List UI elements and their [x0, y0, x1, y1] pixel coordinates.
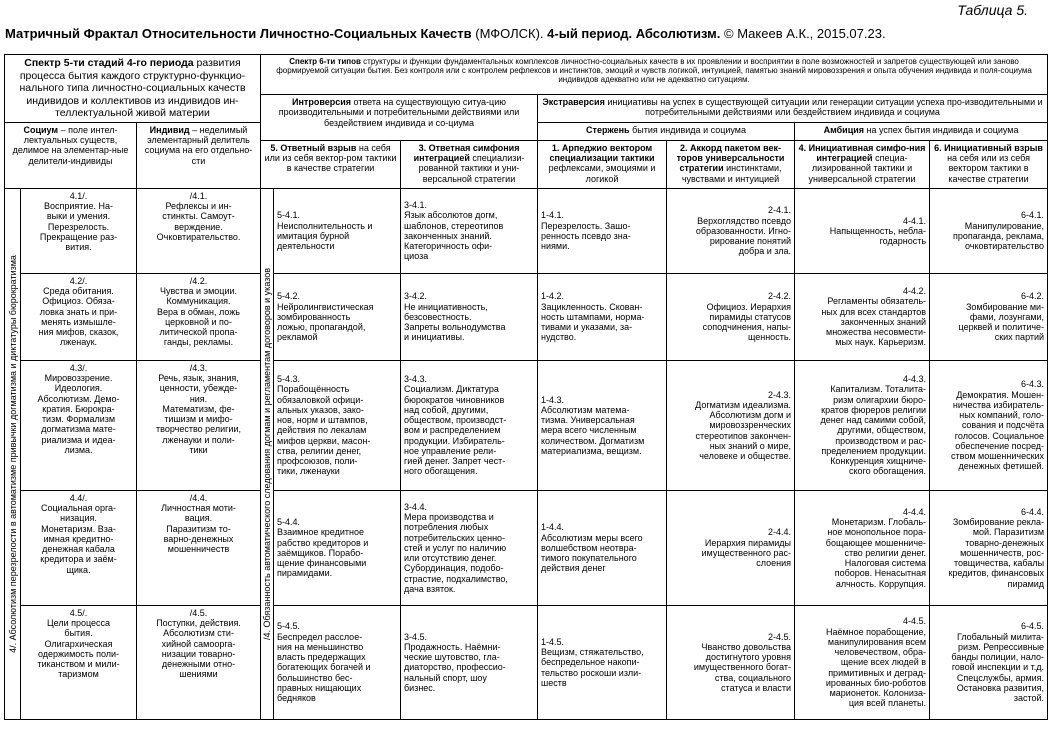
- header-col6-text: на себя или из себя вектором тактики в качестве стратегии: [947, 153, 1030, 184]
- header-col1-bold: 1. Арпеджио вектором специализации тактики: [549, 142, 655, 164]
- side-label-left-text: 4/. Абсолютизм перезрелости в автоматизме привычки догматизма и диктатуры бюрократизма: [7, 255, 18, 653]
- cell-col3: 3-4.4. Мера производства и потребления любых потребительских ценно- стей и услуг по наличию или отсутствию денег. Субординация, подобо- страстие, подхалимство, дача взяток.: [401, 490, 538, 605]
- header-individ: [137, 122, 261, 188]
- table-label: Таблица 5.: [957, 2, 1028, 18]
- table-row: [5, 188, 1048, 273]
- cell-col1: 1-4.5. Вещизм, стяжательство, беспредельное накопи- тельство роскоши изли- шеств: [538, 605, 667, 719]
- header-col5-bold: 5. Ответный взрыв: [270, 142, 357, 153]
- cell-col3: 3-4.2. Не инициативность, безсовестность. Запреты вольнодумства и инициативы.: [401, 273, 538, 360]
- cell-col4: 4-4.3. Капитализм. Тоталита- ризм олигархии бюро- кратов фюреров религии денег над самими собой, другими, обществом, производством и рас- пределением продукции. Конкуренция хищниче- ского обогащения.: [795, 360, 930, 490]
- cell-socium: 4.3/. Мировоззрение. Идеология. Абсолютизм. Демо- кратия. Бюрокра- тизм. Формализм догматизма мате- риализма и идеа- лизма.: [21, 360, 137, 490]
- header-col3: [401, 140, 538, 188]
- table-row: [5, 273, 1048, 360]
- cell-col2: 2-4.1. Верхоглядство псевдо образованности. Игно- рирование понятий добра и зла.: [667, 188, 795, 273]
- title-normal-part2: © Макеев А.К., 2015.07.23.: [720, 26, 886, 41]
- header-sterzhen: [538, 122, 795, 140]
- header-socium-bold: Социум: [23, 124, 59, 135]
- cell-col1: 1-4.1. Перезрелость. Зашо- ренность псевдо зна- ниями.: [538, 188, 667, 273]
- matrix-table: [4, 54, 1048, 720]
- header-socium: [5, 122, 137, 188]
- header-col2-text: инстинктами, чувствами и интуицией: [681, 163, 782, 184]
- cell-col6: 6-4.4. Зомбирование рекла- мой. Паразитизм товарно-денежных мошенничеств, рос- товщичества, кабалы кредитов, финансовых пирамид: [930, 490, 1048, 605]
- cell-col4: 4-4.1. Напыщенность, небла- годарность: [795, 188, 930, 273]
- header-col5-text: на себя или из себя вектор-ром тактики в качестве стратегии: [264, 142, 397, 174]
- header-col1: [538, 140, 667, 188]
- cell-socium: 4.1/. Восприятие. На- выки и умения. Перезрелость. Прекращение раз- вития.: [21, 188, 137, 273]
- table-row: [5, 605, 1048, 719]
- header-sterzhen-text: бытия индивида и социума: [629, 124, 746, 135]
- cell-col5: 5-4.1. Неисполнительность и имитация бурной деятельности: [274, 188, 401, 273]
- side-label-left: [5, 188, 21, 719]
- cell-col6: 6-4.2. Зомбирование ми- фами, лозунгами, церквей и политиче- ских партий: [930, 273, 1048, 360]
- cell-socium: 4.2/. Среда обитания. Официоз. Обяза- ловка знать и при- менять измышле- ния мифов, сказок, лженаук.: [21, 273, 137, 360]
- header-individ-bold: Индивид: [149, 124, 190, 135]
- header-sterzhen-bold: Стержень: [586, 124, 630, 135]
- header-socium-text: – поле интел-лектуальных существ, делимое на элементар-ные делители-индивиды: [12, 124, 129, 166]
- page-title: [5, 26, 1050, 41]
- side-label-mid: [261, 188, 274, 719]
- header-introversion-bold: Интроверсия: [292, 97, 352, 107]
- title-bold-part1: Матричный Фрактал Относительности Личностно-Социальных Качеств: [5, 26, 472, 41]
- cell-socium: 4.5/. Цели процесса бытия. Олигархическая одержимость поли- тиканством и мили- таризмом: [21, 605, 137, 719]
- cell-individ: /4.4. Личностная моти- вация. Паразитизм то- варно-денежных мошенничеств: [137, 490, 261, 605]
- header-col4-text: специа-лизированной тактики и универсальной стратегии: [808, 153, 916, 184]
- header-extraversion-bold: Экстраверсия: [542, 97, 605, 107]
- cell-col4: 4-4.5. Наёмное порабощение, манипулирования всем человечеством, обра- щение всех людей в примитивных и деград- ированных био-роботов марионеток. Колониза- ция всей планеты.: [795, 605, 930, 719]
- header-col3-text: специализи-рованной тактики и уни-версальной стратегии: [418, 153, 525, 184]
- header-ambition: [795, 122, 1048, 140]
- cell-individ: /4.5. Поступки, действия. Абсолютизм сти- хийной самоорга- низации товарно- денежными отно- шениями: [137, 605, 261, 719]
- cell-col5: 5-4.4. Взаимное кредитное рабство кредиторов и заёмщиков. Порабо- щение финансовыми пирамидами.: [274, 490, 401, 605]
- cell-col2: 2-4.4. Иерархия пирамиды имущественного рас- слоения: [667, 490, 795, 605]
- side-label-mid-text: /4. Обязанность автоматического следования догмам и регламентам договоров и указов: [261, 267, 272, 641]
- table-row: [5, 490, 1048, 605]
- header-col4: [795, 140, 930, 188]
- cell-col6: 6-4.3. Демократия. Мошен- ничества избиратель- ных компаний, голо- сования и подсчёта голосов. Социальное обеспечение посред- ством мошеннических денежных фетишей.: [930, 360, 1048, 490]
- header-extraversion-text: инициативы на успех в существующей ситуации или генерации ситуации успеха про-изводительными и потребительными действиями или бездействием индивида и социума: [604, 97, 1043, 118]
- header-col3-bold: 3. Ответная симфония интеграцией: [413, 142, 520, 164]
- header-introversion-text: ответа на существующую ситуа-цию производительными и потребительными действиями или бездействием индивида и со-циума: [278, 97, 520, 128]
- cell-col4: 4-4.2. Регламенты обязатель- ных для всех стандартов законченных знаний множества несовмести- мых наук. Карьеризм.: [795, 273, 930, 360]
- header-col2: [667, 140, 795, 188]
- header-extraversion: [538, 95, 1048, 123]
- header-individ-text: – неделимый элементарный делитель социума на его отдельно-сти: [144, 124, 253, 166]
- title-normal-part1: (МФОЛСК).: [471, 26, 548, 41]
- title-bold-part2: 4-ый период. Абсолютизм.: [547, 26, 721, 41]
- cell-col5: 5-4.5. Беспредел расслое- ния на меньшинство власть предержащих богатеющих богачей и большинство бес- правных нищающих бедняков: [274, 605, 401, 719]
- header-spectrum-5-text: развития процесса бытия каждого структурно-функцио-нального типа личностно-социальных качеств индивидов и коллективов из индивидов ин-теллектуальной живой материи: [19, 57, 246, 120]
- cell-col6: 6-4.1. Манипулирование, пропаганда, реклама, очковтирательство: [930, 188, 1048, 273]
- cell-col5: 5-4.2. Нейролингвистическая зомбированность ложью, пропагандой, рекламой: [274, 273, 401, 360]
- header-spectrum-6-bold: Спектр 6-ти типов: [289, 57, 361, 66]
- header-col2-bold: 2. Аккорд пакетом век-торов универсальности стратегии: [676, 142, 785, 174]
- cell-col4: 4-4.4. Монетаризм. Глобаль- ное монопольное пора- бощающее мошенниче- ство религии денег. Налоговая система поборов. Ненасытная алчность. Коррупция.: [795, 490, 930, 605]
- header-col6: [930, 140, 1048, 188]
- header-col4-bold: 4. Инициативная симфо-ния интеграцией: [798, 142, 926, 164]
- cell-col3: 3-4.3. Социализм. Диктатура бюрократов чиновников над собой, другими, обществом, производст- вом и распределением продукции. Избиратель- ное управление рели- гией денег. Запрет чест- ного обогащения.: [401, 360, 538, 490]
- cell-col1: 1-4.3. Абсолютизм матема- тизма. Универсальная мера всего численным количеством. Догматизм материализма, вещизм.: [538, 360, 667, 490]
- header-col6-bold: 6. Инициативный взрыв: [934, 142, 1043, 153]
- header-col1-text: рефлексами, эмоциями и логикой: [548, 163, 656, 184]
- table-row: [5, 360, 1048, 490]
- header-spectrum-5-bold: Спектр 5-ти стадий 4-го периода: [24, 57, 194, 69]
- cell-col2: 2-4.2. Официоз. Иерархия пирамиды статусов соподчинения, напы- щенность.: [667, 273, 795, 360]
- header-ambition-text: на успех бытия индивида и социума: [864, 124, 1019, 135]
- header-spectrum-6-types: [261, 55, 1048, 95]
- header-introversion: [261, 95, 538, 141]
- header-ambition-bold: Амбиция: [823, 124, 865, 135]
- cell-individ: /4.3. Речь, язык, знания, ценности, убежде- ния. Математизм, фе- тишизм и мифо- творчество религии, лженауки и поли- тики: [137, 360, 261, 490]
- cell-socium: 4.4/. Социальная орга- низация. Монетаризм. Вза- имная кредитно- денежная кабала кредитора и заём- щика.: [21, 490, 137, 605]
- cell-col1: 1-4.2. Зацикленность. Скован- ность штампами, норма- тивами и указами, за- нудство.: [538, 273, 667, 360]
- cell-col5: 5-4.3. Порабощённость обязаловкой офици- альных указов, зако- нов, норм и штампов, действия по лекалам мифов церкви, масон- ства, религии денег, профсоюзов, поли- тики, лженауки: [274, 360, 401, 490]
- cell-col3: 3-4.5. Продажность. Наёмни- ческие шутовство, гла- диаторство, профессио- нальный спорт, шоу бизнес.: [401, 605, 538, 719]
- cell-col2: 2-4.3. Догматизм идеализма. Абсолютизм догм и мировоззренческих стереотипов закончен- ных знаний о мире, человеке и обществе.: [667, 360, 795, 490]
- cell-col6: 6-4.5. Глобальный милита- ризм. Репрессивные банды полиции, нало- говой инспекции и т.д. Спецслужбы, армия. Остановка развития, застой.: [930, 605, 1048, 719]
- cell-col3: 3-4.1. Язык абсолютов догм, шаблонов, стереотипов законченных знаний. Категоричность офи- циоза: [401, 188, 538, 273]
- cell-individ: /4.2. Чувства и эмоции. Коммуникация. Вера в обман, ложь церковной и по- литической пропа- ганды, рекламы.: [137, 273, 261, 360]
- cell-col1: 1-4.4. Абсолютизм меры всего волшебством неотвра- тимого покупательного действия денег: [538, 490, 667, 605]
- header-col5: [261, 140, 401, 188]
- header-spectrum-5-stages: [5, 55, 261, 123]
- cell-individ: /4.1. Рефлексы и ин- стинкты. Самоут- верждение. Очковтирательство.: [137, 188, 261, 273]
- header-spectrum-6-text: структуры и функции фундаментальных комплексов личностно-социальных качеств в их проявлении и восприятии в поле возможностей и запретов существующей или заново формируемой ситуации бытия. Без контроля или с контролем рефлексов и инстинктов, эмоций и чувств логикой, интуицией, памятью знаний мировоззрения и опыта обучения индивида и поля-социума индивидов адекватно или не адекватно ситуациям.: [276, 57, 1032, 85]
- cell-col2: 2-4.5. Чванство довольства достигнутого уровня имущественного богат- ства, социального статуса и власти: [667, 605, 795, 719]
